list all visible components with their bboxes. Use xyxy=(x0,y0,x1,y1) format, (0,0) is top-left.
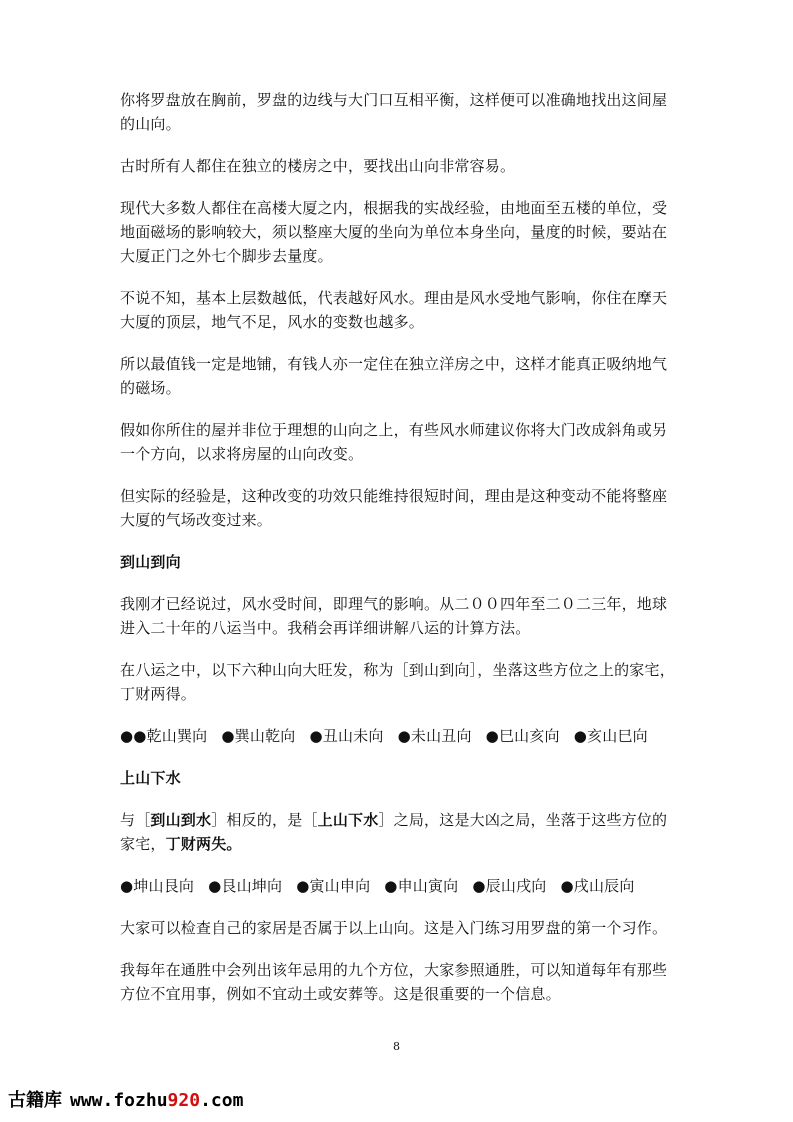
text-run: 与［ xyxy=(120,811,151,829)
direction-item: ●申山寅向 xyxy=(384,877,459,895)
footer-url-part: .com xyxy=(200,1090,244,1111)
paragraph: 你将罗盘放在胸前，罗盘的边线与大门口互相平衡，这样便可以准确地找出这间屋的山向。 xyxy=(120,91,668,133)
paragraph: 但实际的经验是，这种改变的功效只能维持很短时间，理由是这种变动不能将整座大厦的气场改变过来。 xyxy=(120,487,668,529)
footer-url-part: www.fozhu xyxy=(70,1090,168,1111)
direction-list xyxy=(120,724,676,748)
section-heading: 上山下水 xyxy=(120,769,181,787)
paragraph: 我刚才已经说过，风水受时间，即理气的影响。从二００四年至二０二三年，地球进入二十年的八运当中。我稍会再详细讲解八运的计算方法。 xyxy=(120,595,668,637)
direction-item: ●丑山未向 xyxy=(309,727,384,745)
emphasis-text: 丁财两失 xyxy=(165,835,227,853)
emphasis-text: 到山到水 xyxy=(150,811,212,829)
direction-item: ●艮山坤向 xyxy=(208,877,283,895)
direction-item: ●巽山乾向 xyxy=(221,727,296,745)
document-body xyxy=(120,88,676,1006)
watermark-footer xyxy=(8,1086,243,1112)
page-number: 8 xyxy=(393,1040,400,1053)
direction-item: ●戌山辰向 xyxy=(560,877,635,895)
direction-item: ●寅山申向 xyxy=(296,877,371,895)
direction-item: ●坤山艮向 xyxy=(120,877,195,895)
paragraph: 在八运之中，以下六种山向大旺发，称为［到山到向］，坐落这些方位之上的家宅，丁财两得。 xyxy=(120,661,675,703)
text-run: ］之局，这是大凶之局，坐落于这些方位的家宅， xyxy=(120,811,668,853)
section-heading: 到山到向 xyxy=(120,553,181,571)
footer-brand: 古籍库 xyxy=(8,1090,62,1111)
paragraph: 我每年在通胜中会列出该年忌用的九个方位，大家参照通胜，可以知道每年有那些方位不宜用事，例如不宜动土或安葬等。这是很重要的一个信息。 xyxy=(120,961,668,1003)
paragraph: 大家可以检查自己的家居是否属于以上山向。这是入门练习用罗盘的第一个习作。 xyxy=(120,919,668,937)
emphasis-text: 上山下水 xyxy=(317,811,379,829)
paragraph: 假如你所住的屋并非位于理想的山向之上，有些风水师建议你将大门改成斜角或另一个方向，以求将房屋的山向改变。 xyxy=(120,421,668,463)
direction-item: ●巳山亥向 xyxy=(485,727,560,745)
direction-item: ●辰山戌向 xyxy=(472,877,547,895)
text-run: 。 xyxy=(226,835,242,853)
text-run: ］相反的，是［ xyxy=(211,811,318,829)
paragraph: 所以最值钱一定是地铺，有钱人亦一定住在独立洋房之中，这样才能真正吸纳地气的磁场。 xyxy=(120,355,668,397)
direction-item: ●亥山巳向 xyxy=(573,727,648,745)
direction-item: ●未山丑向 xyxy=(397,727,472,745)
paragraph xyxy=(120,808,676,856)
direction-list xyxy=(120,874,676,898)
paragraph: 现代大多数人都住在高楼大厦之内，根据我的实战经验，由地面至五楼的单位，受地面磁场的影响较大，须以整座大厦的坐向为单位本身坐向，量度的时候，要站在大厦正门之外七个脚步去量度。 xyxy=(120,199,668,265)
paragraph: 古时所有人都住在独立的楼房之中，要找出山向非常容易。 xyxy=(120,157,516,175)
paragraph: 不说不知，基本上层数越低，代表越好风水。理由是风水受地气影响，你住在摩天大厦的顶层，地气不足，风水的变数也越多。 xyxy=(120,289,668,331)
footer-url-number: 920 xyxy=(167,1090,201,1111)
direction-item: ●●乾山巽向 xyxy=(120,727,208,745)
